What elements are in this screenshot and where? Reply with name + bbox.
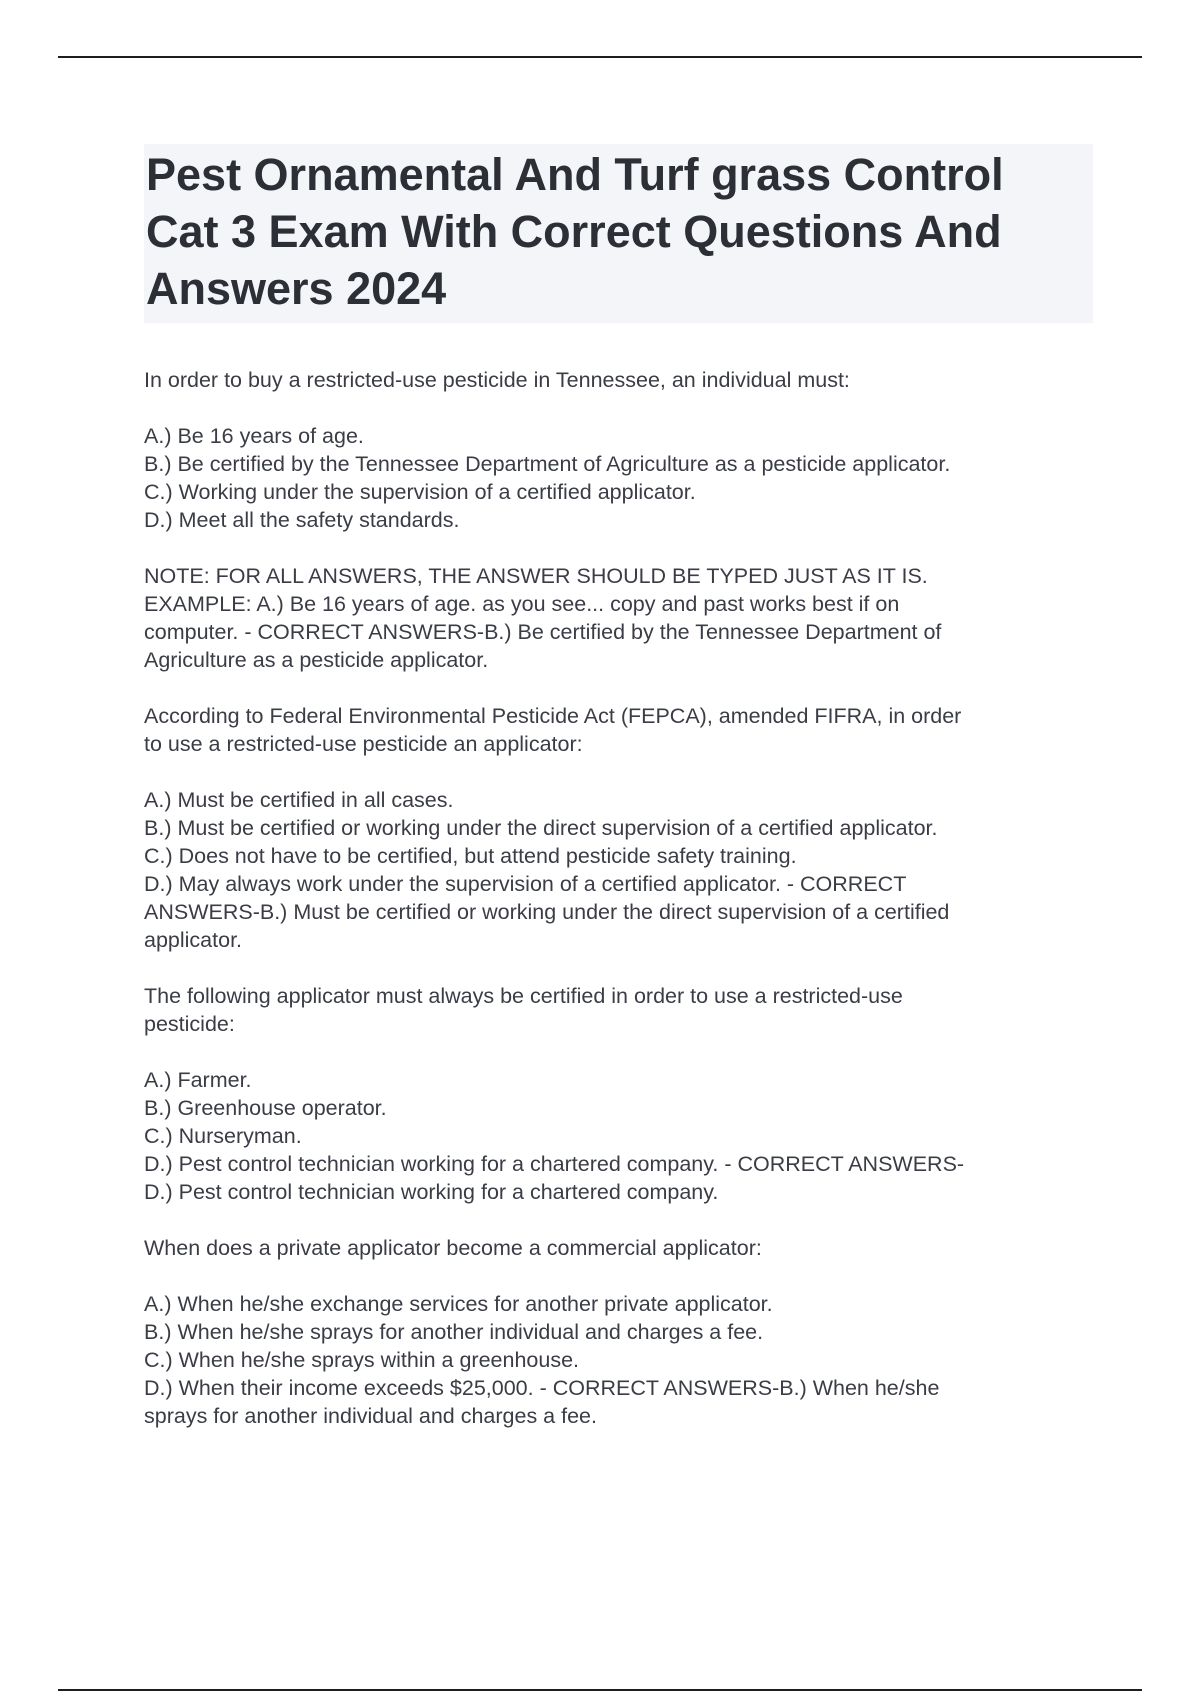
title-line: Pest Ornamental And Turf grass Control: [146, 149, 1004, 200]
question-4-prompt: [144, 1234, 1099, 1262]
option-d: D.) Meet all the safety standards.: [144, 508, 460, 532]
document-body: [144, 366, 1099, 1458]
question-3-options: [144, 1066, 1099, 1206]
answer-line: D.) Pest control technician working for a chartered company.: [144, 1180, 719, 1204]
question-1-note-answer: [144, 562, 1099, 674]
text-line: to use a restricted-use pesticide an applicator:: [144, 732, 583, 756]
document-title: [146, 146, 1091, 317]
question-1-prompt: [144, 366, 1099, 394]
title-line: Answers 2024: [146, 263, 447, 314]
top-divider: [58, 56, 1142, 58]
answer-line: applicator.: [144, 928, 243, 952]
option-c: C.) When he/she sprays within a greenhouse.: [144, 1348, 580, 1372]
answer-line: ANSWERS-B.) Must be certified or working under the direct supervision of a certified: [144, 900, 950, 924]
option-a: A.) When he/she exchange services for another private applicator.: [144, 1292, 773, 1316]
question-2-options: [144, 786, 1099, 954]
text-line: EXAMPLE: A.) Be 16 years of age. as you see... copy and past works best if on: [144, 592, 900, 616]
text-line: In order to buy a restricted-use pesticide in Tennessee, an individual must:: [144, 368, 850, 392]
question-1-options: [144, 422, 1099, 534]
option-d: D.) Pest control technician working for a chartered company. - CORRECT ANSWERS-: [144, 1152, 965, 1176]
text-line: When does a private applicator become a commercial applicator:: [144, 1236, 762, 1260]
option-b: B.) Greenhouse operator.: [144, 1096, 387, 1120]
option-a: A.) Farmer.: [144, 1068, 252, 1092]
bottom-divider: [58, 1689, 1142, 1691]
question-3-prompt: [144, 982, 1099, 1038]
option-c: C.) Nurseryman.: [144, 1124, 302, 1148]
text-line: According to Federal Environmental Pesticide Act (FEPCA), amended FIFRA, in order: [144, 704, 962, 728]
question-4-options: [144, 1290, 1099, 1430]
option-d: D.) May always work under the supervision of a certified applicator. - CORRECT: [144, 872, 907, 896]
question-2-prompt: [144, 702, 1099, 758]
text-line: computer. - CORRECT ANSWERS-B.) Be certified by the Tennessee Department of: [144, 620, 942, 644]
text-line: The following applicator must always be certified in order to use a restricted-use: [144, 984, 903, 1008]
option-b: B.) When he/she sprays for another individual and charges a fee.: [144, 1320, 764, 1344]
title-banner: [144, 144, 1093, 323]
option-b: B.) Be certified by the Tennessee Department of Agriculture as a pesticide applicator.: [144, 452, 951, 476]
option-a: A.) Must be certified in all cases.: [144, 788, 454, 812]
title-line: Cat 3 Exam With Correct Questions And: [146, 206, 1002, 257]
text-line: NOTE: FOR ALL ANSWERS, THE ANSWER SHOULD BE TYPED JUST AS IT IS.: [144, 564, 928, 588]
option-c: C.) Does not have to be certified, but attend pesticide safety training.: [144, 844, 797, 868]
option-c: C.) Working under the supervision of a certified applicator.: [144, 480, 696, 504]
option-a: A.) Be 16 years of age.: [144, 424, 364, 448]
text-line: Agriculture as a pesticide applicator.: [144, 648, 489, 672]
option-d: D.) When their income exceeds $25,000. - CORRECT ANSWERS-B.) When he/she: [144, 1376, 940, 1400]
text-line: pesticide:: [144, 1012, 235, 1036]
answer-line: sprays for another individual and charges a fee.: [144, 1404, 597, 1428]
option-b: B.) Must be certified or working under the direct supervision of a certified applicator.: [144, 816, 938, 840]
